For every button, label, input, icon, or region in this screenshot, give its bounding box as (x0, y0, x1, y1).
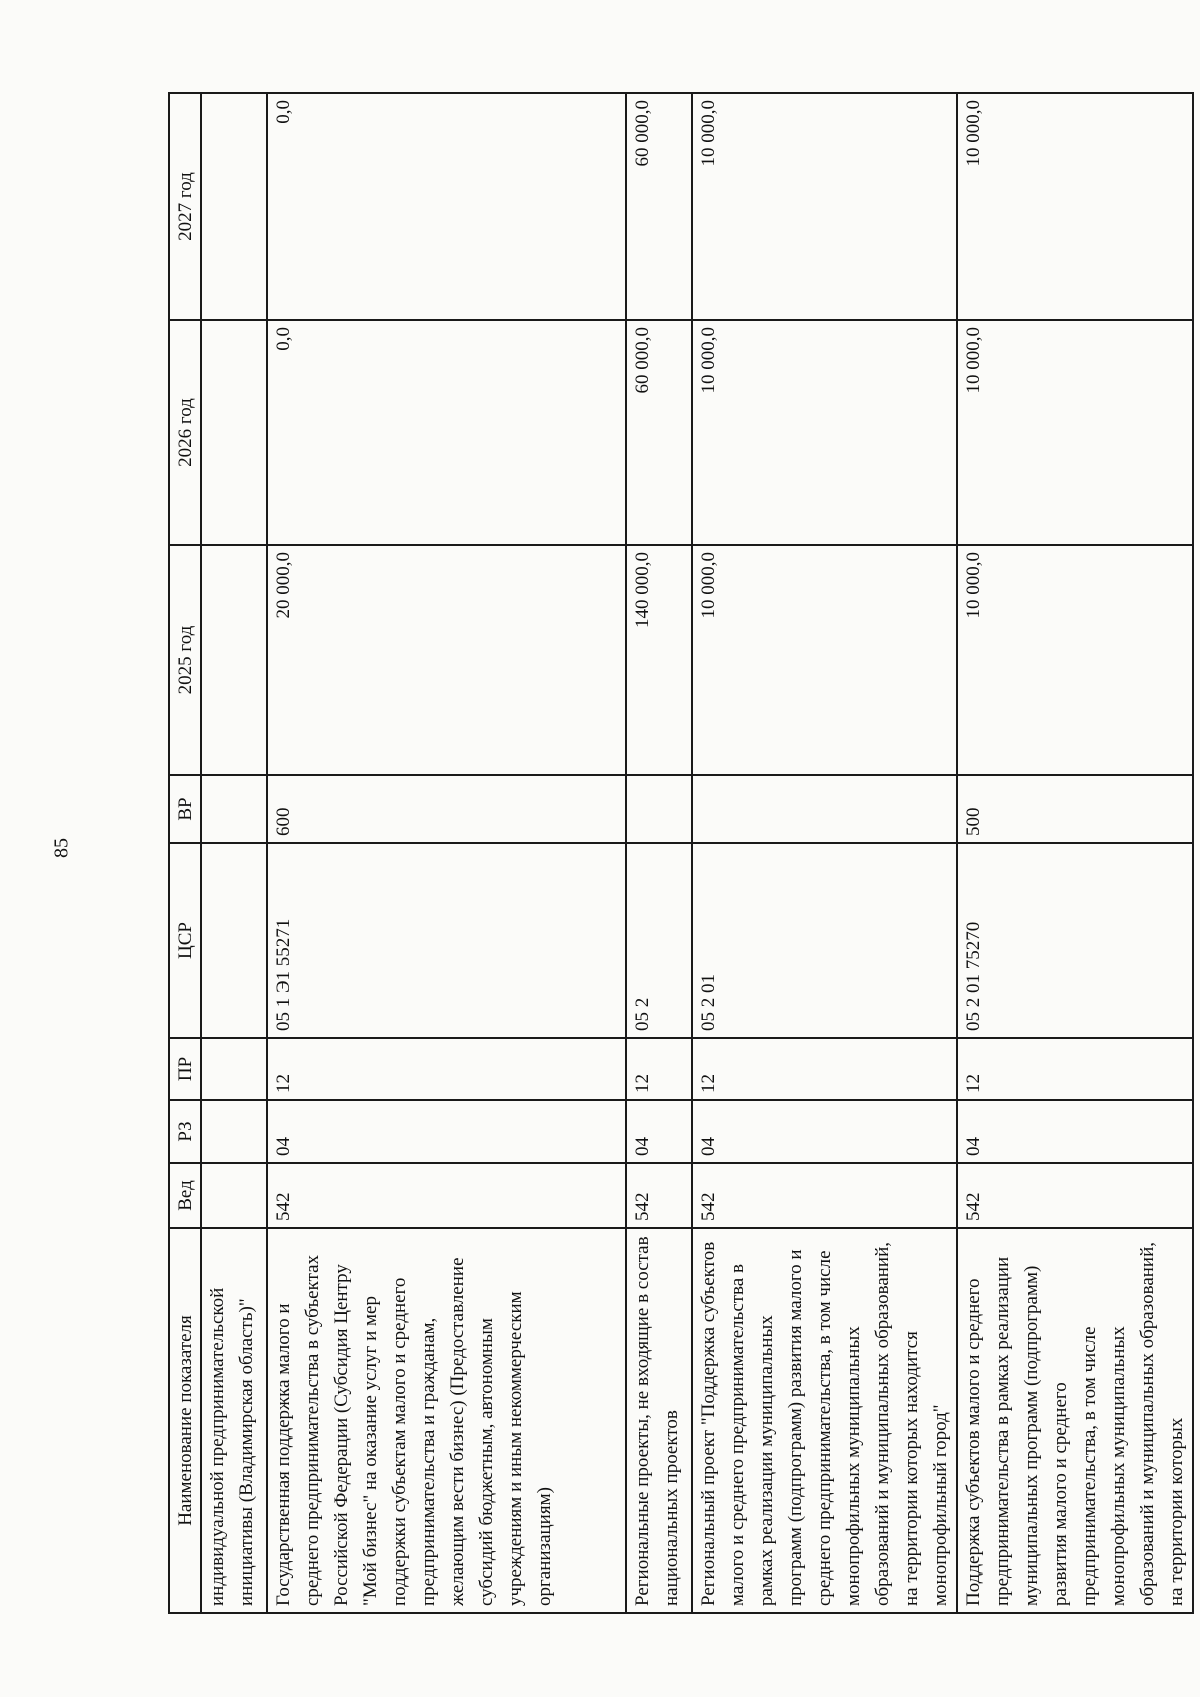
cell-pr (201, 1038, 267, 1100)
cell-csr: 05 2 01 75270 (957, 843, 1193, 1038)
cell-rz: 04 (267, 1100, 626, 1163)
cell-2025: 20 000,0 (267, 545, 626, 775)
cell-rz (201, 1100, 267, 1163)
header-ved: Вед (169, 1163, 201, 1228)
cell-name: Поддержка субъектов малого и среднего предпринимательства в рамках реализации муниципальных программ (подпрограмм) развития малого и среднего предпринимательства, в том числе монопрофильных муниципальных образований и муниципальных образований, на территории которых (957, 1228, 1193, 1613)
cell-csr: 05 2 (626, 843, 692, 1038)
cell-ved: 542 (626, 1163, 692, 1228)
cell-2026: 10 000,0 (692, 320, 957, 545)
cell-rz: 04 (957, 1100, 1193, 1163)
cell-2027 (201, 93, 267, 320)
rotated-table-wrapper (168, 94, 1187, 1614)
cell-name: Региональные проекты, не входящие в состав национальных проектов (626, 1228, 692, 1613)
cell-2027: 10 000,0 (957, 93, 1193, 320)
cell-2025: 10 000,0 (957, 545, 1193, 775)
cell-name: Государственная поддержка малого и среднего предпринимательства в субъектах Российской Федерации (Субсидия Центру "Мой бизнес" на оказание услуг и мер поддержки субъектам малого и среднего предпринимательства и гражданам, желающим вести бизнес) (Предоставление субсидий бюджетным, автономным учреждениям и иным некоммерческим организациям) (267, 1228, 626, 1613)
cell-ved: 542 (267, 1163, 626, 1228)
cell-2026: 0,0 (267, 320, 626, 545)
header-csr: ЦСР (169, 843, 201, 1038)
cell-2025: 140 000,0 (626, 545, 692, 775)
table-row (692, 93, 957, 1613)
header-2027: 2027 год (169, 93, 201, 320)
header-pr: ПР (169, 1038, 201, 1100)
cell-2026: 60 000,0 (626, 320, 692, 545)
table-row (626, 93, 692, 1613)
cell-pr: 12 (267, 1038, 626, 1100)
table-row (957, 93, 1193, 1613)
cell-ved: 542 (957, 1163, 1193, 1228)
header-rz: РЗ (169, 1100, 201, 1163)
cell-rz: 04 (692, 1100, 957, 1163)
cell-csr: 05 2 01 (692, 843, 957, 1038)
cell-vr (201, 775, 267, 843)
cell-csr: 05 1 Э1 55271 (267, 843, 626, 1038)
cell-name: индивидуальной предпринимательской инициативы (Владимирская область)" (201, 1228, 267, 1613)
cell-rz: 04 (626, 1100, 692, 1163)
cell-csr (201, 843, 267, 1038)
page-number: 85 (50, 838, 73, 858)
cell-vr: 500 (957, 775, 1193, 843)
cell-2027: 60 000,0 (626, 93, 692, 320)
cell-pr: 12 (626, 1038, 692, 1100)
table-row (201, 93, 267, 1613)
cell-vr (626, 775, 692, 843)
header-2026: 2026 год (169, 320, 201, 545)
cell-vr: 600 (267, 775, 626, 843)
cell-2025 (201, 545, 267, 775)
cell-2027: 10 000,0 (692, 93, 957, 320)
cell-2025: 10 000,0 (692, 545, 957, 775)
header-vr: ВР (169, 775, 201, 843)
cell-2026 (201, 320, 267, 545)
header-2025: 2025 год (169, 545, 201, 775)
budget-table (168, 92, 1194, 1614)
table-row (267, 93, 626, 1613)
cell-pr: 12 (692, 1038, 957, 1100)
cell-name: Региональный проект "Поддержка субъектов малого и среднего предпринимательства в рамках реализации муниципальных программ (подпрограмм) развития малого и среднего предпринимательства, в том числе монопрофильных муниципальных образований и муниципальных образований, на территории которых находится монопрофильный город" (692, 1228, 957, 1613)
cell-ved (201, 1163, 267, 1228)
cell-ved: 542 (692, 1163, 957, 1228)
cell-pr: 12 (957, 1038, 1193, 1100)
header-name: Наименование показателя (169, 1228, 201, 1613)
table-header-row (169, 93, 201, 1613)
cell-2026: 10 000,0 (957, 320, 1193, 545)
cell-vr (692, 775, 957, 843)
cell-2027: 0,0 (267, 93, 626, 320)
